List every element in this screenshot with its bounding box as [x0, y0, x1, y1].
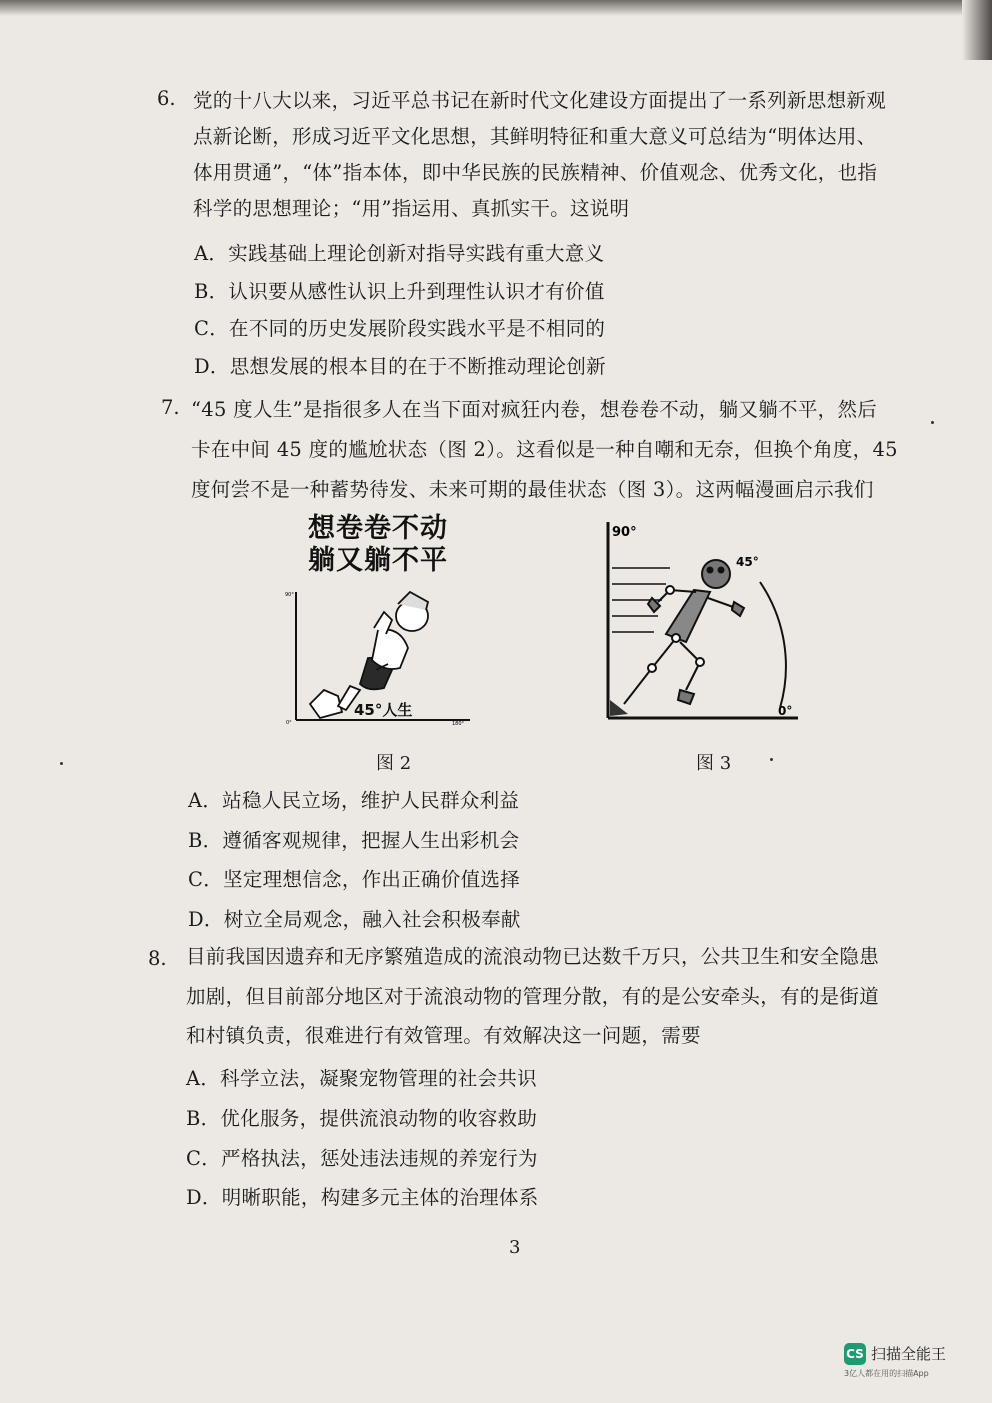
figure-2-title-line1: 想卷卷不动 — [308, 513, 448, 544]
figure-2-label: 45°人生 — [354, 701, 413, 719]
figure-2-cartoon — [280, 586, 475, 726]
question-number: 7. — [161, 396, 180, 419]
option-c: C．坚定理想信念，作出正确价值选择 — [188, 868, 521, 891]
angle-90-label: 90° — [612, 525, 637, 540]
scan-speck — [931, 421, 934, 424]
page-number: 3 — [509, 1237, 521, 1258]
option-c: C．在不同的历史发展阶段实践水平是不相同的 — [194, 317, 606, 340]
angle-45-label: 45° — [736, 555, 759, 569]
question-stem-line: “45 度人生”是指很多人在当下面对疯狂内卷，想卷卷不动，躺又躺不平，然后 — [191, 398, 878, 421]
option-a: A．实践基础上理论创新对指导实践有重大意义 — [194, 242, 605, 265]
leaning-person-illustration — [310, 592, 428, 718]
question-stem-line: 科学的思想理论；“用”指运用、真抓实干。这说明 — [193, 197, 630, 220]
question-stem-line: 度何尝不是一种蓄势待发、未来可期的最佳状态（图 3）。这两幅漫画启示我们 — [191, 478, 874, 501]
option-c: C．严格执法，惩处违法违规的养宠行为 — [186, 1147, 538, 1170]
question-number: 6. — [157, 87, 176, 110]
question-stem-line: 点新论断，形成习近平文化思想，其鲜明特征和重大意义可总结为“明体达用、 — [193, 125, 877, 148]
scan-speck — [770, 758, 773, 761]
option-b: B．认识要从感性认识上升到理性认识才有价值 — [194, 280, 605, 303]
question-stem-line: 体用贯通”，“体”指本体，即中华民族的民族精神、价值观念、优秀文化，也指 — [193, 161, 878, 184]
axis-0-label: 0° — [286, 720, 292, 726]
option-d: D．思想发展的根本目的在于不断推动理论创新 — [194, 355, 606, 378]
camscanner-logo: CS — [844, 1343, 866, 1365]
figure-2-caption: 图 2 — [376, 753, 412, 774]
option-a: A．科学立法，凝聚宠物管理的社会共识 — [186, 1067, 537, 1090]
question-number: 8. — [148, 947, 167, 970]
watermark-name: 扫描全能王 — [871, 1345, 947, 1363]
question-stem-line: 卡在中间 45 度的尴尬状态（图 2）。这看似是一种自嘲和无奈，但换个角度，45 — [191, 438, 898, 461]
question-stem-line: 和村镇负责，很难进行有效管理。有效解决这一问题，需要 — [186, 1024, 701, 1047]
option-a: A．站稳人民立场，维护人民群众利益 — [188, 789, 520, 812]
watermark-tagline: 3亿人都在用的扫描App — [844, 1369, 929, 1378]
question-stem-line: 党的十八大以来，习近平总书记在新时代文化建设方面提出了一系列新思想新观 — [193, 89, 887, 112]
option-b: B．优化服务，提供流浪动物的收容救助 — [186, 1107, 538, 1130]
scan-speck — [60, 762, 63, 765]
option-d: D．明晰职能，构建多元主体的治理体系 — [186, 1186, 539, 1209]
axis-90-label: 90° — [285, 592, 294, 598]
angle-0-label: 0° — [778, 704, 793, 718]
scan-corner-shadow — [962, 0, 992, 60]
figure-2-title-line2: 躺又躺不平 — [308, 545, 448, 576]
figure-3-diagram — [600, 518, 805, 724]
angle-arc — [760, 582, 786, 708]
axis-180-label: 180° — [452, 721, 465, 726]
question-stem-line: 目前我国因遗弃和无序繁殖造成的流浪动物已达数千万只，公共卫生和安全隐患 — [186, 945, 880, 968]
option-b: B．遵循客观规律，把握人生出彩机会 — [188, 829, 520, 852]
option-d: D．树立全局观念，融入社会积极奉献 — [188, 908, 521, 931]
scan-top-edge — [0, 0, 992, 16]
figure-3-caption: 图 3 — [696, 753, 732, 774]
question-stem-line: 加剧，但目前部分地区对于流浪动物的管理分散，有的是公安牵头，有的是街道 — [186, 985, 880, 1008]
